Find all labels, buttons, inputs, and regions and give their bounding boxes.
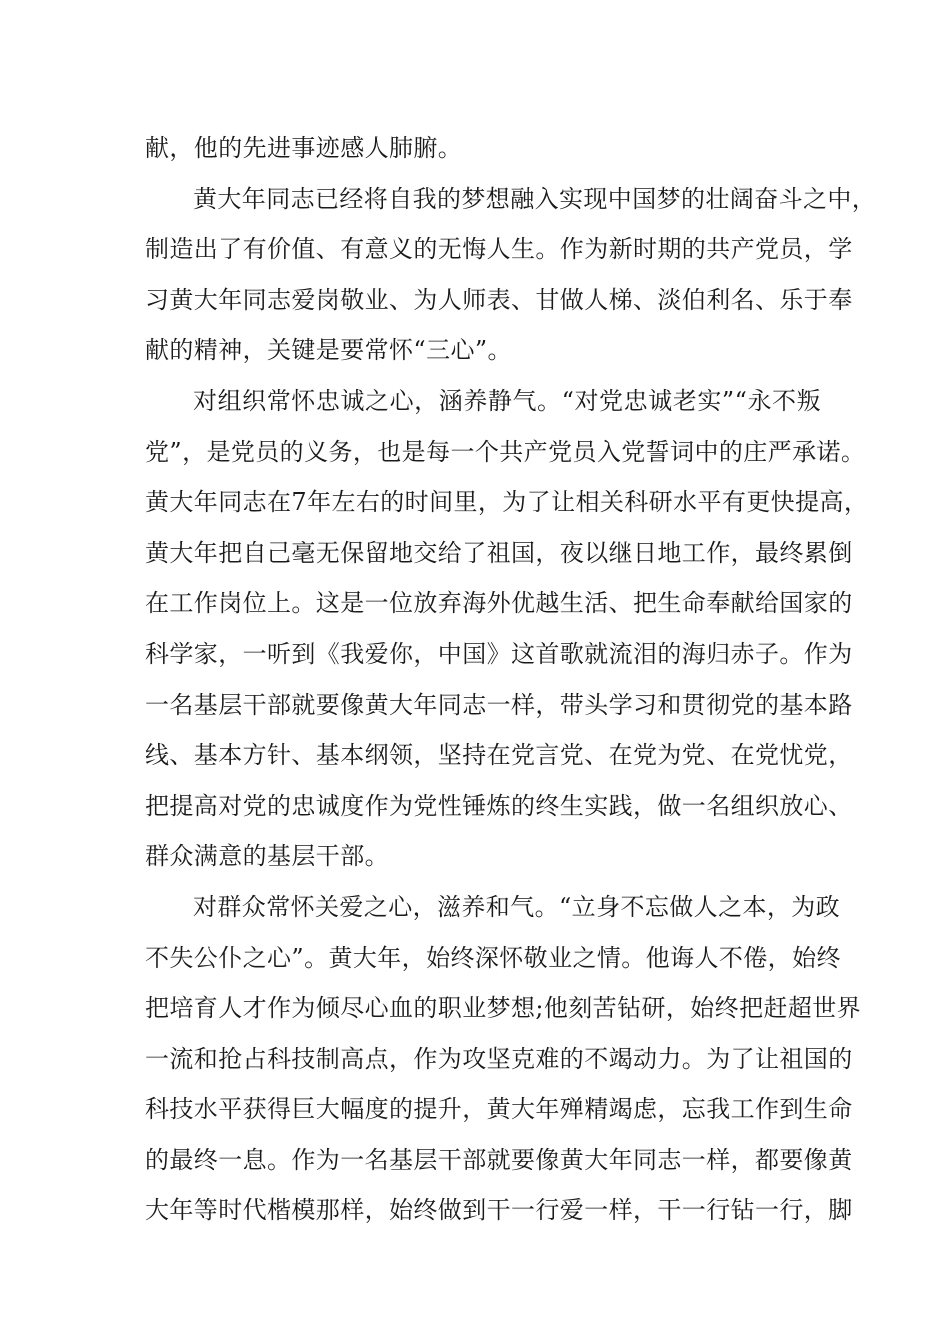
text-line: 不失公仆之心”。黄大年，始终深怀敬业之情。他诲人不倦，始终 xyxy=(145,943,841,972)
text-line: 一名基层干部就要像黄大年同志一样，带头学习和贯彻党的基本路 xyxy=(145,690,853,719)
text-line: 一流和抢占科技制高点，作为攻坚克难的不竭动力。为了让祖国的 xyxy=(145,1044,853,1073)
text-line: 党”，是党员的义务，也是每一个共产党员入党誓词中的庄严承诺。 xyxy=(145,437,866,466)
text-line: 制造出了有价值、有意义的无悔人生。作为新时期的共产党员，学 xyxy=(145,235,853,264)
text-line: 把提高对党的忠诚度作为党性锤炼的终生实践，做一名组织放心、 xyxy=(145,791,853,820)
text-line: 把培育人才作为倾尽心血的职业梦想;他刻苦钻研，始终把赶超世界 xyxy=(145,994,862,1023)
text-line: 献，他的先进事迹感人肺腑。 xyxy=(145,134,463,162)
text-line: 科技水平获得巨大幅度的提升，黄大年殚精竭虑，忘我工作到生命 xyxy=(145,1095,853,1124)
document-page xyxy=(145,128,877,1241)
paragraph-start-line: 黄大年同志已经将自我的梦想融入实现中国梦的壮阔奋斗之中， xyxy=(193,184,877,213)
text-line: 在工作岗位上。这是一位放弃海外优越生活、把生命奉献给国家的 xyxy=(145,589,853,618)
text-line: 习黄大年同志爱岗敬业、为人师表、甘做人梯、淡伯利名、乐于奉 xyxy=(145,285,853,314)
paragraph-start-line: 对群众常怀关爱之心，滋养和气。“立身不忘做人之本，为政 xyxy=(193,892,841,921)
text-line: 线、基本方针、基本纲领，坚持在党言党、在党为党、在党忧党， xyxy=(145,741,853,770)
text-line: 大年等时代楷模那样，始终做到干一行爱一样，干一行钻一行，脚 xyxy=(145,1196,853,1225)
text-line: 黄大年把自己毫无保留地交给了祖国，夜以继日地工作，最终累倒 xyxy=(145,538,853,567)
text-line: 黄大年同志在7年左右的时间里，为了让相关科研水平有更快提高， xyxy=(145,488,869,517)
text-line: 献的精神，关键是要常怀“三心”。 xyxy=(145,336,512,365)
text-line: 的最终一息。作为一名基层干部就要像黄大年同志一样，都要像黄 xyxy=(145,1145,853,1174)
paragraph-start-line: 对组织常怀忠诚之心，涵养静气。“对党忠诚老实”“永不叛 xyxy=(193,386,821,415)
text-line: 科学家，一听到《我爱你，中国》这首歌就流泪的海归赤子。作为 xyxy=(145,639,853,668)
text-line: 群众满意的基层干部。 xyxy=(145,842,389,871)
